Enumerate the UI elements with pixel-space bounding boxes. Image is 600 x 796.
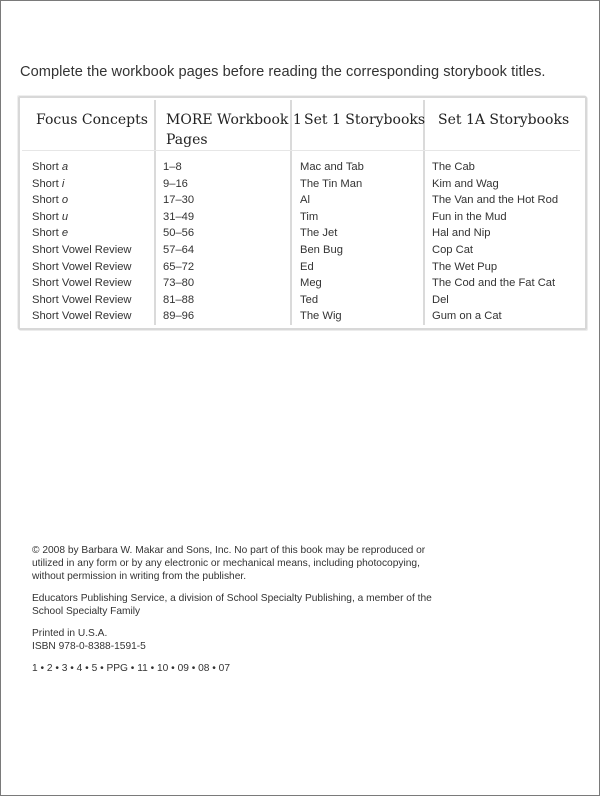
pages-cell: 73–80 xyxy=(163,277,195,290)
set1a-title-cell: The Cab xyxy=(432,161,475,173)
concept-label: Short xyxy=(32,194,62,207)
publisher-info: Educators Publishing Service, a division of School Specialty Publishing, a member of the School Specialty Family xyxy=(32,593,432,617)
header-set1a-storybooks: Set 1A Storybooks xyxy=(438,112,570,128)
focus-concept-cell xyxy=(32,292,132,309)
header-workbook-line1: MORE Workbook 1 xyxy=(166,112,302,128)
focus-concepts-column xyxy=(32,159,132,325)
intro-text: Complete the workbook pages before reading the corresponding storybook titles. xyxy=(20,64,546,80)
copyright-notice: © 2008 by Barbara W. Makar and Sons, Inc. No part of this book may be reproduced or utilized in any form or by any electronic or mechanical means, including photocopying, without permission in writing from the publisher. xyxy=(32,545,426,582)
pages-cell: 1–8 xyxy=(163,161,182,173)
set1a-storybooks-column xyxy=(432,159,558,325)
printing-line: 1 • 2 • 3 • 4 • 5 • PPG • 11 • 10 • 09 • 08 • 07 xyxy=(32,663,231,674)
column-divider xyxy=(423,100,425,325)
copyright-block xyxy=(32,544,432,684)
concept-vowel: e xyxy=(61,227,69,240)
set1-title-cell: Ted xyxy=(300,293,319,306)
set1a-title-cell: Kim and Wag xyxy=(432,177,499,190)
header-workbook-line2: Pages xyxy=(166,132,208,148)
column-divider xyxy=(154,100,156,325)
set1a-title-cell: The Wet Pup xyxy=(432,260,498,273)
pages-cell: 81–88 xyxy=(163,293,195,306)
pages-cell: 89–96 xyxy=(163,310,195,323)
focus-concept-cell xyxy=(32,176,132,193)
pages-cell: 57–64 xyxy=(163,243,195,256)
focus-concept-cell xyxy=(32,192,132,209)
focus-concept-cell xyxy=(32,209,132,226)
set1-title-cell: The Wig xyxy=(300,310,342,323)
pages-cell: 31–49 xyxy=(163,210,195,223)
concepts-table xyxy=(18,96,587,330)
focus-concept-cell xyxy=(32,308,132,325)
set1-title-cell: Mac and Tab xyxy=(300,161,364,173)
set1-title-cell: The Tin Man xyxy=(300,177,363,190)
set1a-title-cell: Gum on a Cat xyxy=(432,310,502,323)
header-set1-storybooks: Set 1 Storybooks xyxy=(304,112,426,128)
set1a-title-cell: Hal and Nip xyxy=(432,227,491,240)
focus-concept-cell xyxy=(32,225,132,242)
set1a-title-cell: The Cod and the Fat Cat xyxy=(432,277,556,290)
set1-title-cell: Meg xyxy=(300,277,322,290)
set1a-title-cell: Cop Cat xyxy=(432,243,474,256)
set1a-title-cell: Fun in the Mud xyxy=(432,210,507,223)
set1-title-cell: Ed xyxy=(300,260,314,273)
focus-concept-cell xyxy=(32,242,132,259)
concept-vowel: a xyxy=(61,161,69,173)
pages-cell: 65–72 xyxy=(163,260,195,273)
concept-label: Short xyxy=(32,210,62,223)
concept-label: Short Vowel Review xyxy=(32,243,132,256)
set1-title-cell: The Jet xyxy=(300,227,338,240)
set1-storybooks-column xyxy=(300,159,364,325)
pages-cell: 50–56 xyxy=(163,227,195,240)
printed-in: Printed in U.S.A. xyxy=(32,628,108,639)
concept-label: Short Vowel Review xyxy=(32,293,132,306)
concept-label: Short Vowel Review xyxy=(32,277,132,290)
concept-label: Short xyxy=(32,227,62,240)
isbn: ISBN 978-0-8388-1591-5 xyxy=(32,641,146,652)
concept-label: Short xyxy=(32,161,62,173)
focus-concept-cell xyxy=(32,275,132,292)
pages-cell: 9–16 xyxy=(163,177,188,190)
concept-label: Short Vowel Review xyxy=(32,260,132,273)
focus-concept-cell xyxy=(32,259,132,276)
header-workbook-pages xyxy=(166,110,302,150)
print-info xyxy=(32,627,432,653)
workbook-pages-column xyxy=(163,159,194,325)
set1a-title-cell: The Van and the Hot Rod xyxy=(432,194,559,207)
header-divider xyxy=(22,150,580,151)
concept-vowel: o xyxy=(61,194,69,207)
set1a-title-cell: Del xyxy=(432,293,449,306)
header-focus-concepts: Focus Concepts xyxy=(36,112,148,128)
concept-vowel: i xyxy=(61,177,65,190)
set1-title-cell: Al xyxy=(300,194,310,207)
concept-label: Short Vowel Review xyxy=(32,310,132,323)
set1-title-cell: Ben Bug xyxy=(300,243,343,256)
concept-vowel: u xyxy=(61,210,69,223)
concept-label: Short xyxy=(32,177,62,190)
focus-concept-cell xyxy=(32,159,132,176)
pages-cell: 17–30 xyxy=(163,194,195,207)
set1-title-cell: Tim xyxy=(300,210,319,223)
